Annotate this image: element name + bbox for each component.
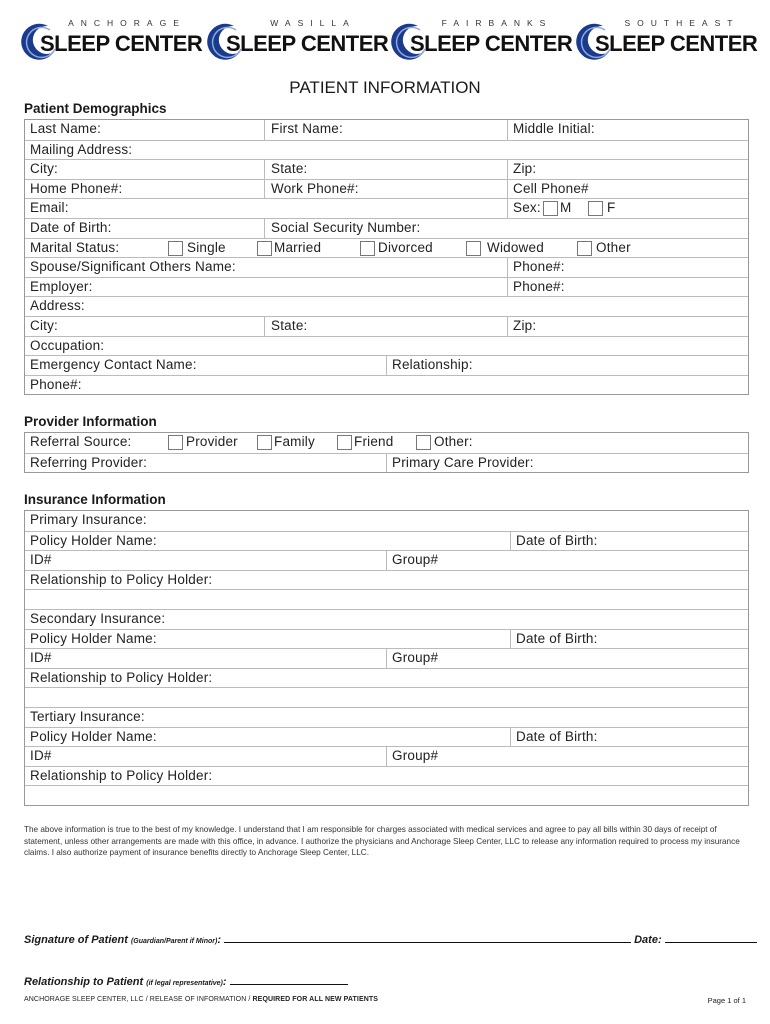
primary-dob-field[interactable]: Date of Birth: bbox=[516, 532, 598, 548]
logo-brand: SLEEP CENTER bbox=[40, 31, 203, 56]
primary-care-provider-field[interactable]: Primary Care Provider: bbox=[392, 454, 534, 470]
demographics-form bbox=[24, 119, 749, 395]
sex-f-checkbox[interactable] bbox=[588, 201, 603, 216]
employer-phone-field[interactable]: Phone#: bbox=[513, 278, 565, 294]
marital-married-label: Married bbox=[274, 239, 322, 255]
last-name-field[interactable]: Last Name: bbox=[30, 121, 102, 136]
home-phone-field[interactable]: Home Phone#: bbox=[30, 180, 123, 196]
disclaimer-text: The above information is true to the best of my knowledge. I understand that I am responsible for charges associated with medical services and agree to pay all bills within 30 days of receipt of statement, unless other arrangements are made with this office, in advance. I authorize the physicians and Anchorage Sleep Center, LLC to release any information required to process my insurance claims. I also authorize payment of insurance benefits directly to Anchorage Sleep Center, LLC. bbox=[24, 825, 740, 857]
employer-state-field[interactable]: State: bbox=[271, 317, 308, 333]
logo-anchorage bbox=[20, 18, 203, 66]
secondary-insurance-field[interactable]: Secondary Insurance: bbox=[30, 610, 166, 626]
referral-family-checkbox[interactable] bbox=[257, 435, 272, 450]
logo-brand: SLEEP CENTER bbox=[595, 31, 758, 56]
section-title-demographics: Patient Demographics bbox=[24, 101, 167, 116]
email-field[interactable]: Email: bbox=[30, 200, 69, 216]
form-row bbox=[25, 550, 748, 570]
primary-id-field[interactable]: ID# bbox=[30, 552, 52, 568]
form-row bbox=[25, 198, 748, 218]
form-row bbox=[25, 296, 748, 316]
secondary-policy-holder-field[interactable]: Policy Holder Name: bbox=[30, 630, 157, 646]
page-number: Page 1 of 1 bbox=[707, 996, 746, 1005]
form-row bbox=[25, 629, 748, 649]
relationship-note: (if legal representative) bbox=[146, 980, 223, 987]
referral-friend-checkbox[interactable] bbox=[337, 435, 352, 450]
footer-required: REQUIRED FOR ALL NEW PATIENTS bbox=[252, 996, 379, 1003]
work-phone-field[interactable]: Work Phone#: bbox=[271, 180, 359, 196]
logo-brand: SLEEP CENTER bbox=[226, 31, 389, 56]
form-row-blank bbox=[25, 687, 748, 707]
middle-initial-field[interactable]: Middle Initial: bbox=[513, 121, 595, 136]
logo-southeast bbox=[575, 18, 758, 66]
form-row bbox=[25, 609, 748, 629]
form-row bbox=[25, 355, 748, 375]
relationship-line: Relationship to Patient (if legal representative): bbox=[24, 974, 348, 988]
signature-note: (Guardian/Parent if Minor) bbox=[130, 938, 218, 945]
provider-form bbox=[24, 432, 749, 473]
form-row bbox=[25, 668, 748, 688]
marital-divorced-label: Divorced bbox=[378, 239, 433, 255]
employer-address-field[interactable]: Address: bbox=[30, 298, 85, 314]
logo-fairbanks bbox=[390, 18, 573, 66]
mailing-address-field[interactable]: Mailing Address: bbox=[30, 141, 133, 157]
logo-wasilla bbox=[206, 18, 389, 66]
sex-label: Sex: bbox=[513, 200, 541, 216]
occupation-field[interactable]: Occupation: bbox=[30, 337, 105, 353]
primary-group-field[interactable]: Group# bbox=[392, 552, 439, 568]
secondary-id-field[interactable]: ID# bbox=[30, 650, 52, 666]
primary-relationship-field[interactable]: Relationship to Policy Holder: bbox=[30, 571, 213, 587]
marital-married-checkbox[interactable] bbox=[257, 241, 272, 256]
form-row bbox=[25, 159, 748, 179]
tertiary-dob-field[interactable]: Date of Birth: bbox=[516, 728, 598, 744]
employer-city-field[interactable]: City: bbox=[30, 317, 58, 333]
primary-insurance-field[interactable]: Primary Insurance: bbox=[30, 512, 147, 527]
signature-label: Signature of Patient bbox=[24, 934, 128, 946]
form-row bbox=[25, 531, 748, 551]
tertiary-group-field[interactable]: Group# bbox=[392, 748, 439, 764]
form-row bbox=[25, 257, 748, 277]
referral-provider-label: Provider bbox=[186, 434, 238, 449]
relationship-input[interactable] bbox=[230, 974, 348, 985]
employer-field[interactable]: Employer: bbox=[30, 278, 93, 294]
page-title: PATIENT INFORMATION bbox=[289, 78, 481, 97]
insurance-form bbox=[24, 510, 749, 806]
first-name-field[interactable]: First Name: bbox=[271, 121, 343, 136]
marital-widowed-checkbox[interactable] bbox=[466, 241, 481, 256]
form-row bbox=[25, 727, 748, 747]
footer-text bbox=[24, 996, 378, 1003]
secondary-relationship-field[interactable]: Relationship to Policy Holder: bbox=[30, 669, 213, 685]
tertiary-relationship-field[interactable]: Relationship to Policy Holder: bbox=[30, 767, 213, 783]
city-field[interactable]: City: bbox=[30, 161, 58, 177]
secondary-group-field[interactable]: Group# bbox=[392, 650, 439, 666]
form-row bbox=[25, 238, 748, 258]
form-row bbox=[25, 277, 748, 297]
logo-city: WASILLA bbox=[270, 18, 356, 28]
form-row bbox=[25, 453, 748, 473]
zip-field[interactable]: Zip: bbox=[513, 161, 537, 177]
referral-source-label: Referral Source: bbox=[30, 434, 132, 449]
form-row bbox=[25, 375, 748, 395]
form-row bbox=[25, 336, 748, 356]
marital-single-label: Single bbox=[187, 239, 226, 255]
ssn-field[interactable]: Social Security Number: bbox=[271, 219, 421, 235]
secondary-dob-field[interactable]: Date of Birth: bbox=[516, 630, 598, 646]
tertiary-id-field[interactable]: ID# bbox=[30, 748, 52, 764]
header-logos bbox=[20, 18, 758, 66]
referral-family-label: Family bbox=[274, 434, 315, 449]
emergency-relationship-field[interactable]: Relationship: bbox=[392, 357, 473, 373]
form-row bbox=[25, 511, 748, 531]
marital-single-checkbox[interactable] bbox=[168, 241, 183, 256]
sex-m-label: M bbox=[560, 200, 572, 216]
tertiary-insurance-field[interactable]: Tertiary Insurance: bbox=[30, 708, 145, 724]
form-row bbox=[25, 120, 748, 140]
form-row bbox=[25, 316, 748, 336]
marital-other-checkbox[interactable] bbox=[577, 241, 592, 256]
footer-org: ANCHORAGE SLEEP CENTER, LLC / RELEASE OF INFORMATION / bbox=[24, 996, 251, 1003]
marital-widowed-label: Widowed bbox=[487, 239, 544, 255]
date-input[interactable] bbox=[665, 932, 757, 943]
spouse-phone-field[interactable]: Phone#: bbox=[513, 259, 565, 275]
form-row bbox=[25, 433, 748, 453]
relationship-label: Relationship to Patient bbox=[24, 976, 144, 988]
form-row bbox=[25, 179, 748, 199]
emergency-contact-field[interactable]: Emergency Contact Name: bbox=[30, 357, 197, 373]
form-row bbox=[25, 570, 748, 590]
employer-zip-field[interactable]: Zip: bbox=[513, 317, 537, 333]
section-title-insurance: Insurance Information bbox=[24, 492, 166, 507]
tertiary-policy-holder-field[interactable]: Policy Holder Name: bbox=[30, 728, 157, 744]
section-title-provider: Provider Information bbox=[24, 414, 157, 429]
form-row-blank bbox=[25, 785, 748, 805]
dob-field[interactable]: Date of Birth: bbox=[30, 219, 112, 235]
form-row bbox=[25, 707, 748, 727]
logo-city: ANCHORAGE bbox=[68, 18, 186, 28]
referral-provider-checkbox[interactable] bbox=[168, 435, 183, 450]
marital-status-label: Marital Status: bbox=[30, 239, 120, 255]
signature-input[interactable] bbox=[224, 932, 631, 943]
form-row bbox=[25, 648, 748, 668]
form-row bbox=[25, 766, 748, 786]
cell-phone-field[interactable]: Cell Phone# bbox=[513, 180, 589, 196]
marital-divorced-checkbox[interactable] bbox=[360, 241, 375, 256]
referral-friend-label: Friend bbox=[354, 434, 394, 449]
primary-policy-holder-field[interactable]: Policy Holder Name: bbox=[30, 532, 157, 548]
form-row bbox=[25, 746, 748, 766]
referral-other-label: Other: bbox=[434, 434, 473, 449]
state-field[interactable]: State: bbox=[271, 161, 308, 177]
referring-provider-field[interactable]: Referring Provider: bbox=[30, 454, 148, 470]
logo-city: FAIRBANKS bbox=[441, 18, 553, 28]
spouse-name-field[interactable]: Spouse/Significant Others Name: bbox=[30, 259, 236, 275]
logo-brand: SLEEP CENTER bbox=[410, 31, 573, 56]
form-row bbox=[25, 218, 748, 238]
form-row-blank bbox=[25, 589, 748, 609]
logo-city: SOUTHEAST bbox=[624, 18, 740, 28]
signature-line: Signature of Patient (Guardian/Parent if Minor): Date: bbox=[24, 932, 757, 946]
emergency-phone-field[interactable]: Phone#: bbox=[30, 376, 82, 392]
date-label: Date: bbox=[634, 934, 662, 946]
referral-other-checkbox[interactable] bbox=[416, 435, 431, 450]
sex-m-checkbox[interactable] bbox=[543, 201, 558, 216]
marital-other-label: Other bbox=[596, 239, 631, 255]
form-row bbox=[25, 140, 748, 160]
sex-f-label: F bbox=[607, 200, 616, 216]
